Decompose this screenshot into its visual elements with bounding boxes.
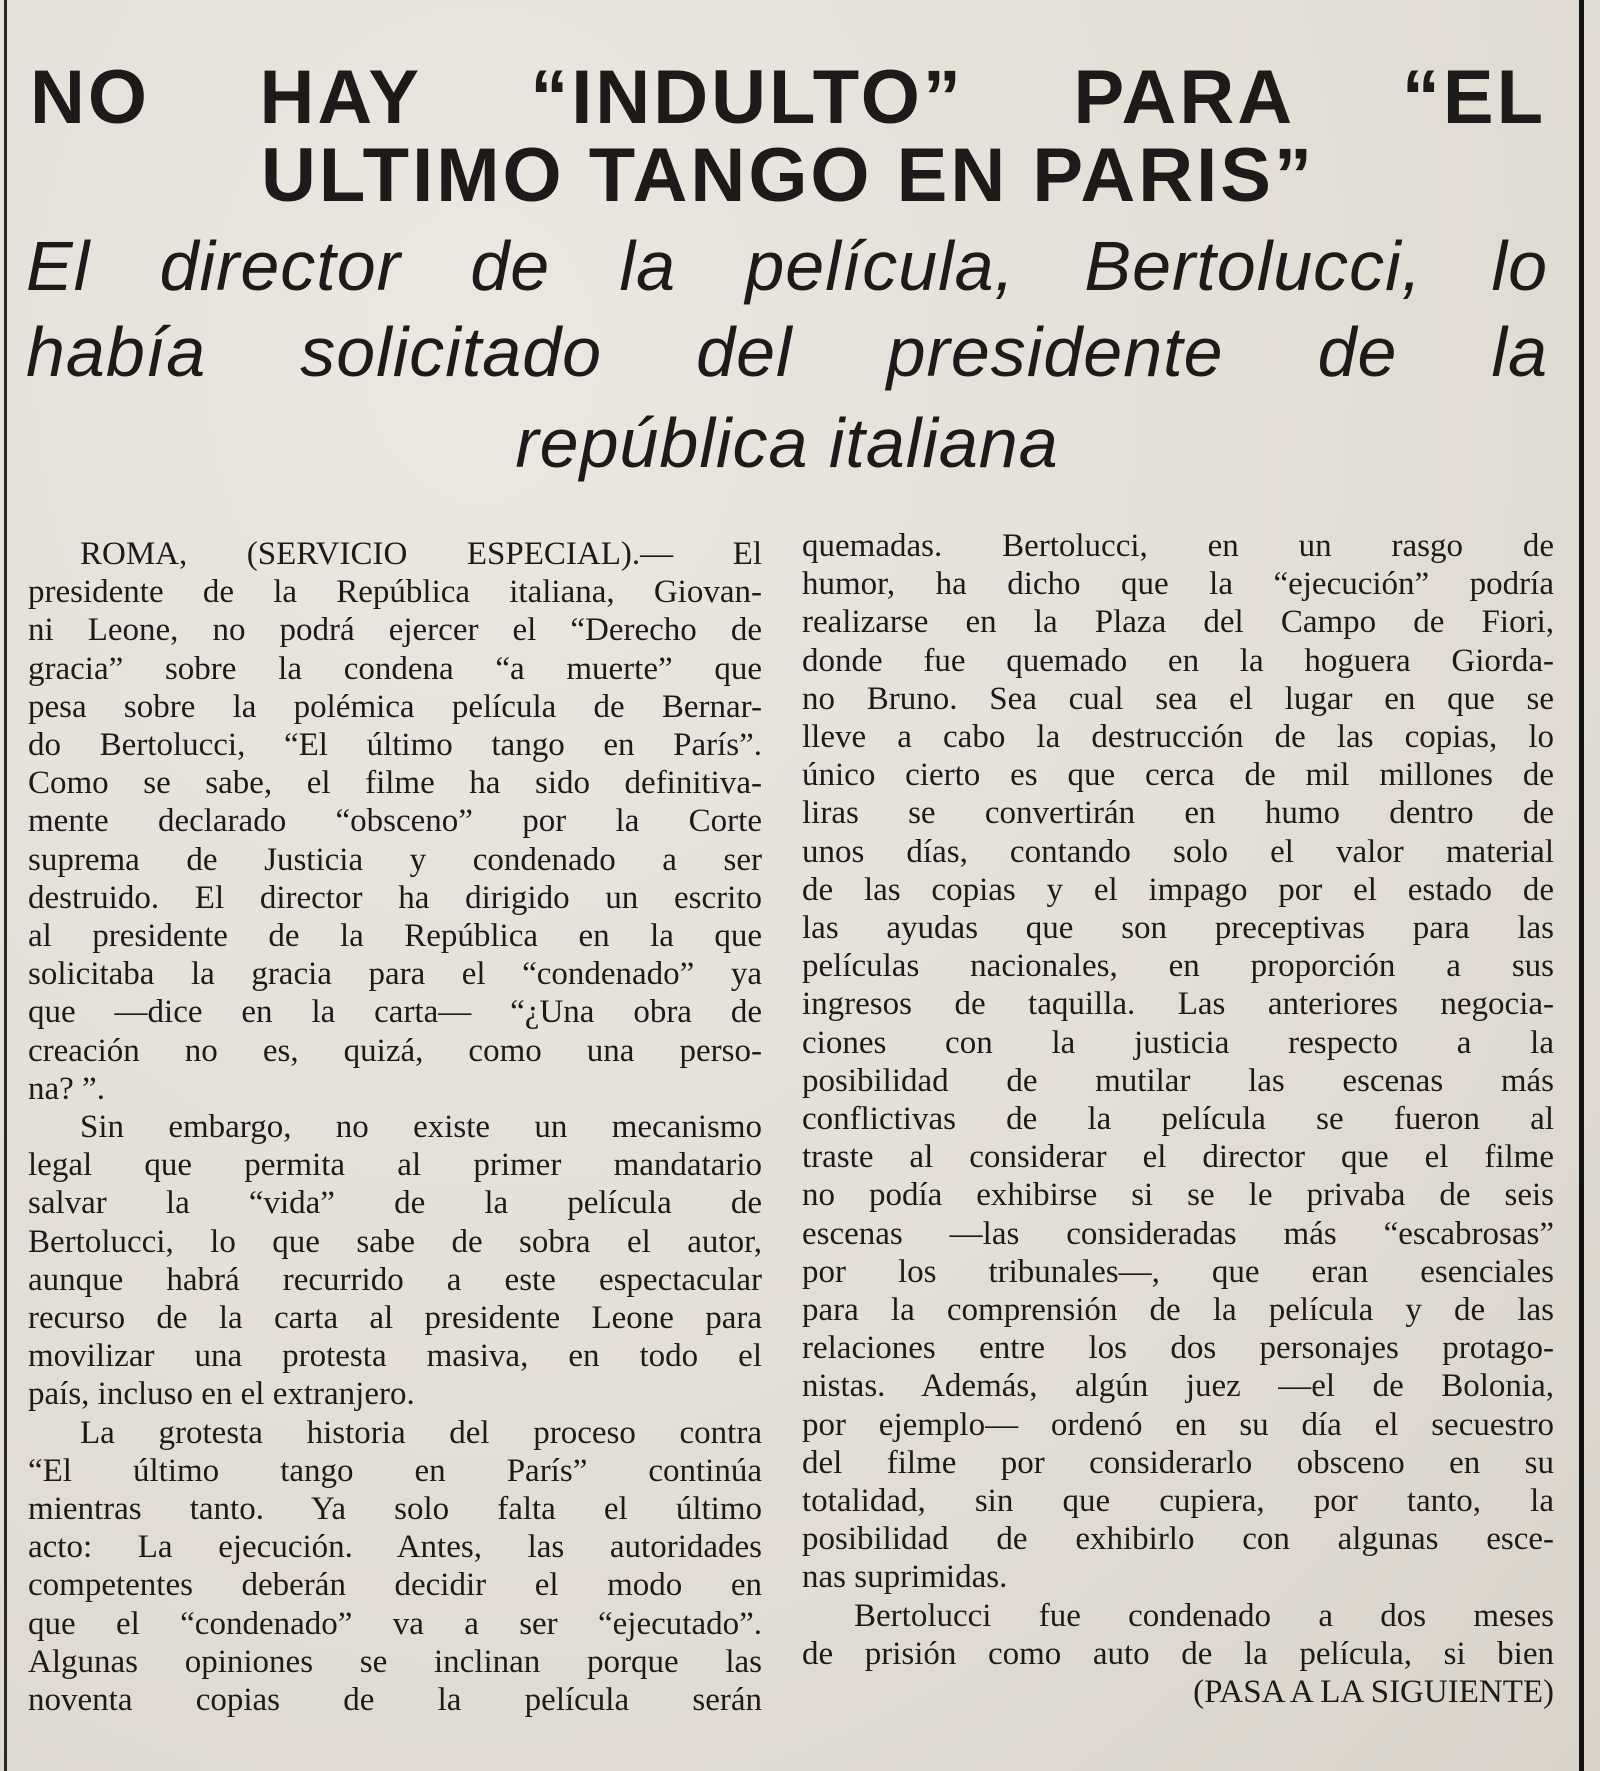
- text-line: legal que permita al primer mandatario: [28, 1147, 762, 1184]
- continued-notice: (PASA A LA SIGUIENTE): [1193, 1674, 1554, 1711]
- article-column-left: [28, 535, 762, 1719]
- text-line: que el “condenado” va a ser “ejecutado”.: [28, 1605, 762, 1642]
- text-line: “El último tango en París” continúa: [28, 1452, 762, 1489]
- text-line: traste al considerar el director que el filme: [802, 1139, 1554, 1176]
- text-line: gracia” sobre la condena “a muerte” que: [28, 650, 762, 687]
- text-line: mente declarado “obsceno” por la Corte: [28, 803, 762, 840]
- text-line: noventa copias de la película serán: [28, 1682, 762, 1719]
- text-line: unos días, contando solo el valor material: [802, 833, 1554, 870]
- text-line: que —dice en la carta— “¿Una obra de: [28, 994, 762, 1031]
- text-line: ni Leone, no podrá ejercer el “Derecho de: [28, 612, 762, 649]
- text-line: de las copias y el impago por el estado de: [802, 871, 1554, 908]
- paragraph: [802, 1597, 1554, 1673]
- text-line: por los tribunales—, que eran esenciales: [802, 1253, 1554, 1290]
- text-line: del filme por considerarlo obsceno en su: [802, 1444, 1554, 1481]
- subtitle-line-2: había solicitado del presidente de la: [26, 313, 1548, 391]
- text-line: ingresos de taquilla. Las anteriores negocia-: [802, 986, 1554, 1023]
- text-line: nas suprimidas.: [802, 1559, 1008, 1596]
- text-line: salvar la “vida” de la película de: [28, 1185, 762, 1222]
- text-line: na? ”.: [28, 1070, 105, 1107]
- text-line: La grotesta historia del proceso contra: [80, 1414, 762, 1451]
- text-line: donde fue quemado en la hoguera Giorda-: [802, 642, 1554, 679]
- paragraph: [28, 535, 762, 1108]
- text-line: lleve a cabo la destrucción de las copias, lo: [802, 719, 1554, 756]
- text-line: mientras tanto. Ya solo falta el último: [28, 1491, 762, 1528]
- text-line: recurso de la carta al presidente Leone para: [28, 1300, 762, 1337]
- text-line: Sin embargo, no existe un mecanismo: [80, 1109, 762, 1146]
- text-line: pesa sobre la polémica película de Bernar-: [28, 688, 762, 725]
- text-line: quemadas. Bertolucci, en un rasgo de: [802, 528, 1554, 564]
- text-line: escenas —las consideradas más “escabrosas”: [802, 1215, 1554, 1252]
- paragraph: [802, 527, 1554, 1597]
- paragraph: [28, 1108, 762, 1414]
- text-line: creación no es, quizá, como una perso-: [28, 1032, 762, 1069]
- text-line: nistas. Además, algún juez —el de Bolonia,: [802, 1368, 1554, 1405]
- text-line: suprema de Justicia y condenado a ser: [28, 841, 762, 878]
- text-line: las ayudas que son preceptivas para las: [802, 910, 1554, 947]
- text-line: único cierto es que cerca de mil millones de: [802, 757, 1554, 794]
- text-line: no podía exhibirse si se le privaba de seis: [802, 1177, 1554, 1214]
- text-line: acto: La ejecución. Antes, las autoridades: [28, 1529, 762, 1566]
- text-line: liras se convertirán en humo dentro de: [802, 795, 1554, 832]
- column-rule-left: [4, 0, 7, 1771]
- text-line: país, incluso en el extranjero.: [28, 1376, 415, 1413]
- headline-line-1: NO HAY “INDULTO” PARA “EL: [30, 55, 1546, 140]
- text-line: conflictivas de la película se fueron al: [802, 1101, 1554, 1138]
- text-line: relaciones entre los dos personajes protago-: [802, 1330, 1554, 1367]
- text-line: humor, ha dicho que la “ejecución” podría: [802, 566, 1554, 603]
- paragraph: [28, 1414, 762, 1720]
- subtitle-line-3: república italiana: [515, 404, 1059, 482]
- text-line: posibilidad de mutilar las escenas más: [802, 1062, 1554, 1099]
- text-line: ciones con la justicia respecto a la: [802, 1024, 1554, 1061]
- text-line: Bertolucci fue condenado a dos meses: [854, 1597, 1554, 1634]
- text-line: películas nacionales, en proporción a sus: [802, 948, 1554, 985]
- text-line: Bertolucci, lo que sabe de sobra el autor,: [28, 1223, 762, 1260]
- text-line: Algunas opiniones se inclinan porque las: [28, 1643, 762, 1680]
- text-line: por ejemplo— ordenó en su día el secuestro: [802, 1406, 1554, 1443]
- text-line: de prisión como auto de la película, si bien: [802, 1635, 1554, 1672]
- text-line: al presidente de la República en la que: [28, 918, 762, 955]
- text-line: solicitaba la gracia para el “condenado” ya: [28, 956, 762, 993]
- text-line: no Bruno. Sea cual sea el lugar en que se: [802, 680, 1554, 717]
- headline-line-2: ULTIMO TANGO EN PARIS”: [261, 133, 1315, 218]
- text-line: ROMA, (SERVICIO ESPECIAL).— El: [80, 536, 762, 572]
- text-line: totalidad, sin que cupiera, por tanto, la: [802, 1483, 1554, 1520]
- text-line: Como se sabe, el filme ha sido definitiva-: [28, 765, 762, 802]
- text-line: movilizar una protesta masiva, en todo el: [28, 1338, 762, 1375]
- text-line: realizarse en la Plaza del Campo de Fiori,: [802, 604, 1554, 641]
- article-column-right: [802, 527, 1554, 1711]
- text-line: presidente de la República italiana, Giovan-: [28, 574, 762, 611]
- text-line: para la comprensión de la película y de las: [802, 1292, 1554, 1329]
- text-line: posibilidad de exhibirlo con algunas esce-: [802, 1521, 1554, 1558]
- column-rule-right: [1579, 0, 1584, 1771]
- subtitle-line-1: El director de la película, Bertolucci, lo: [26, 227, 1548, 305]
- text-line: aunque habrá recurrido a este espectacular: [28, 1261, 762, 1298]
- text-line: do Bertolucci, “El último tango en París”.: [28, 727, 762, 764]
- text-line: competentes deberán decidir el modo en: [28, 1567, 762, 1604]
- text-line: destruido. El director ha dirigido un escrito: [28, 879, 762, 916]
